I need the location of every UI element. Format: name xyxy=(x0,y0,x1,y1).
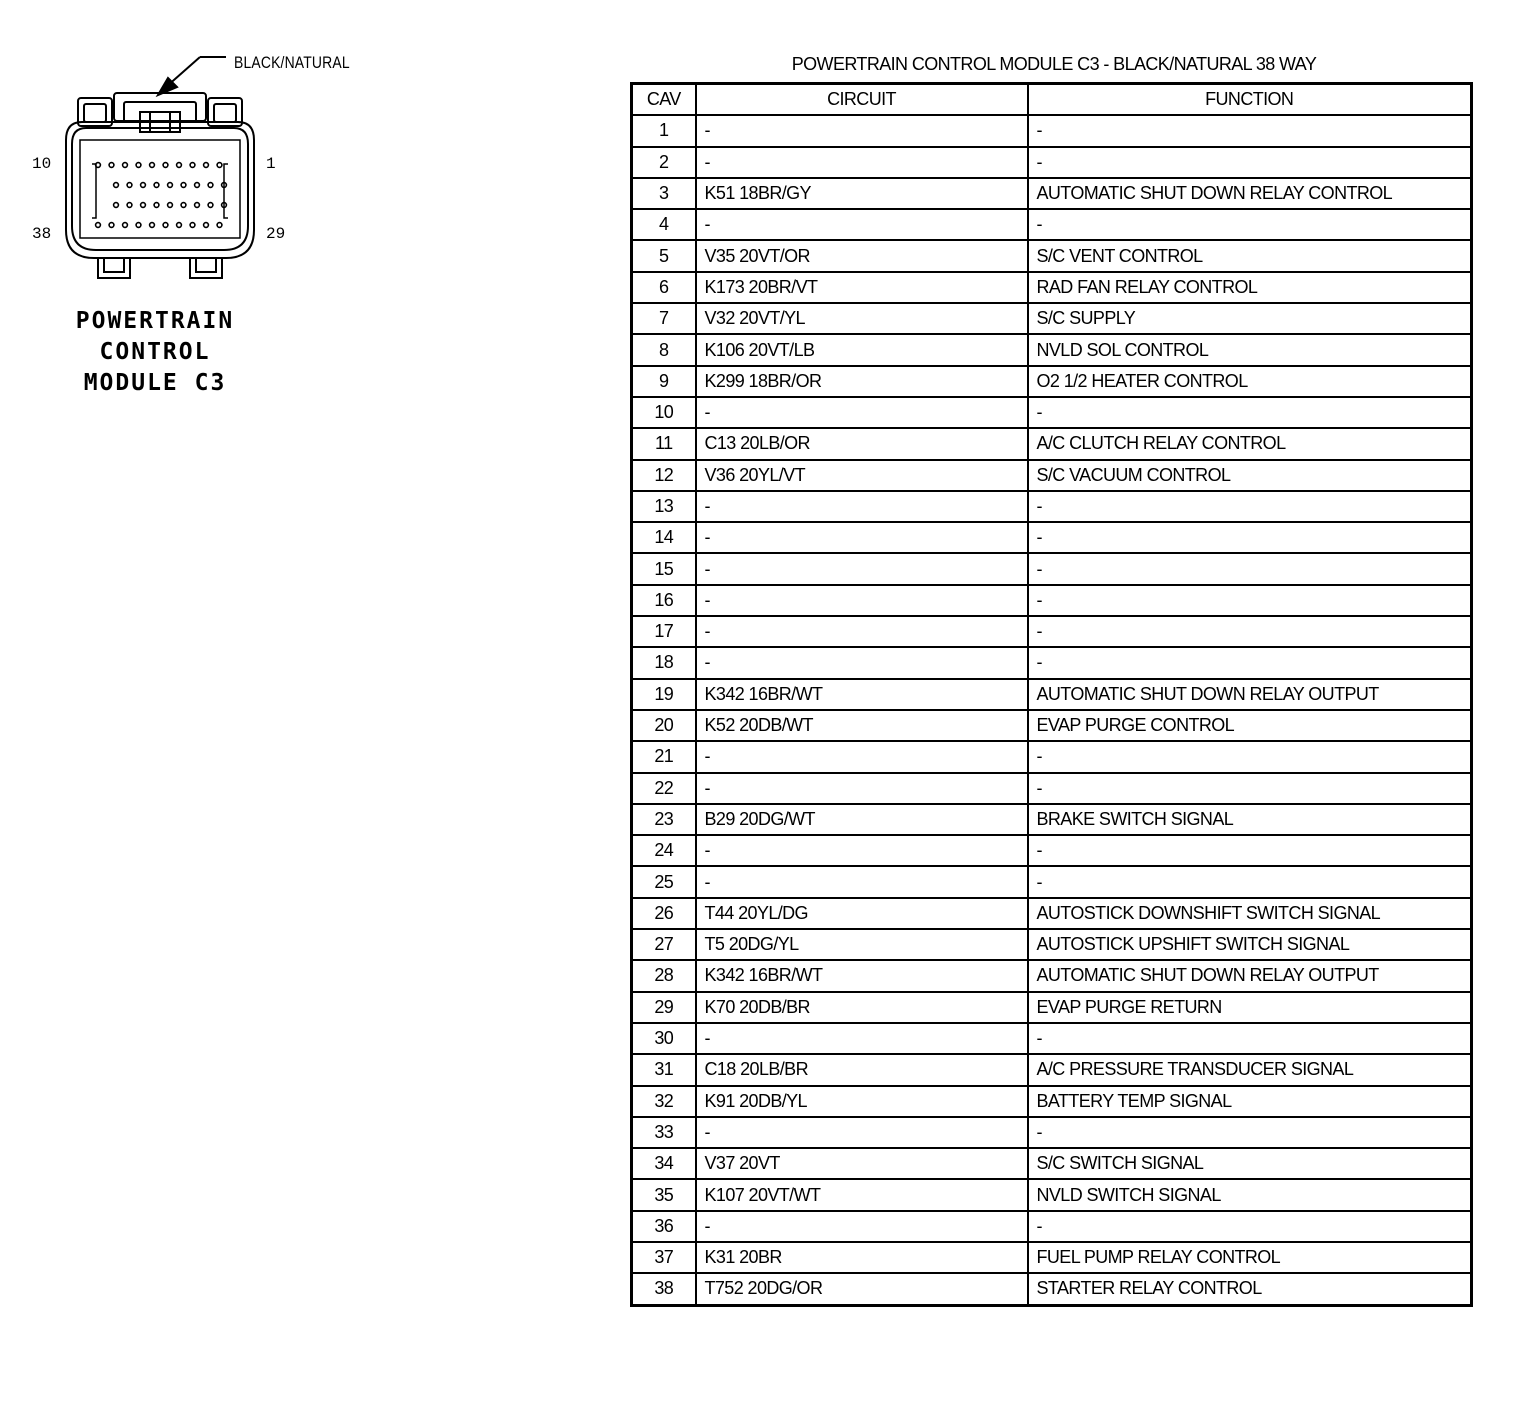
table-row xyxy=(632,679,1472,710)
cavity-dot xyxy=(217,223,222,228)
cav-cell: 5 xyxy=(632,240,696,271)
function-cell: - xyxy=(1028,741,1472,772)
function-cell: AUTOMATIC SHUT DOWN RELAY OUTPUT xyxy=(1028,679,1472,710)
circuit-cell: - xyxy=(696,491,1028,522)
table-row xyxy=(632,1054,1472,1085)
function-cell: - xyxy=(1028,491,1472,522)
table-row xyxy=(632,1148,1472,1179)
cav-cell: 33 xyxy=(632,1117,696,1148)
table-row xyxy=(632,115,1472,146)
table-row xyxy=(632,741,1472,772)
cav-cell: 27 xyxy=(632,929,696,960)
cavity-dot xyxy=(208,203,213,208)
table-row xyxy=(632,647,1472,678)
cav-cell: 32 xyxy=(632,1086,696,1117)
circuit-cell: - xyxy=(696,773,1028,804)
function-cell: AUTOMATIC SHUT DOWN RELAY CONTROL xyxy=(1028,178,1472,209)
connector-diagram xyxy=(20,40,380,396)
cavity-dot xyxy=(163,163,168,168)
pin-label-10: 10 xyxy=(32,155,52,173)
cav-cell: 13 xyxy=(632,491,696,522)
cav-cell: 10 xyxy=(632,397,696,428)
header-circuit: CIRCUIT xyxy=(696,84,1028,116)
table-row xyxy=(632,992,1472,1023)
function-cell: AUTOMATIC SHUT DOWN RELAY OUTPUT xyxy=(1028,960,1472,991)
cav-cell: 35 xyxy=(632,1179,696,1210)
cavity-dot xyxy=(141,203,146,208)
cavity-dot xyxy=(109,223,114,228)
function-cell: RAD FAN RELAY CONTROL xyxy=(1028,272,1472,303)
cavity-dot xyxy=(123,163,128,168)
cav-cell: 6 xyxy=(632,272,696,303)
function-cell: BRAKE SWITCH SIGNAL xyxy=(1028,804,1472,835)
cavity-dot xyxy=(114,203,119,208)
table-row xyxy=(632,272,1472,303)
circuit-cell: - xyxy=(696,209,1028,240)
cav-cell: 23 xyxy=(632,804,696,835)
function-cell: - xyxy=(1028,585,1472,616)
table-row xyxy=(632,929,1472,960)
function-cell: - xyxy=(1028,835,1472,866)
table-row xyxy=(632,1179,1472,1210)
circuit-cell: - xyxy=(696,585,1028,616)
cavity-dot xyxy=(190,163,195,168)
table-row xyxy=(632,1023,1472,1054)
circuit-cell: K107 20VT/WT xyxy=(696,1179,1028,1210)
function-cell: O2 1/2 HEATER CONTROL xyxy=(1028,366,1472,397)
table-row xyxy=(632,710,1472,741)
cav-cell: 22 xyxy=(632,773,696,804)
cavity-dot xyxy=(96,163,101,168)
cavity-dot xyxy=(208,183,213,188)
table-row xyxy=(632,898,1472,929)
cavity-dot xyxy=(181,183,186,188)
function-cell: A/C PRESSURE TRANSDUCER SIGNAL xyxy=(1028,1054,1472,1085)
cavity-dot xyxy=(195,203,200,208)
cavity-dot xyxy=(114,183,119,188)
circuit-cell: - xyxy=(696,115,1028,146)
table-row xyxy=(632,1211,1472,1242)
cav-cell: 19 xyxy=(632,679,696,710)
function-cell: - xyxy=(1028,773,1472,804)
function-cell: - xyxy=(1028,1211,1472,1242)
circuit-cell: C18 20LB/BR xyxy=(696,1054,1028,1085)
cavity-dot xyxy=(181,203,186,208)
cavity-dot xyxy=(141,183,146,188)
circuit-cell: K299 18BR/OR xyxy=(696,366,1028,397)
circuit-cell: - xyxy=(696,1211,1028,1242)
module-name-line-3: MODULE C3 xyxy=(83,370,227,396)
table-row xyxy=(632,428,1472,459)
circuit-cell: - xyxy=(696,741,1028,772)
cav-cell: 38 xyxy=(632,1273,696,1305)
pin-label-38: 38 xyxy=(32,225,52,243)
function-cell: - xyxy=(1028,397,1472,428)
circuit-cell: - xyxy=(696,647,1028,678)
table-row xyxy=(632,1273,1472,1305)
cav-cell: 17 xyxy=(632,616,696,647)
function-cell: S/C VACUUM CONTROL xyxy=(1028,460,1472,491)
cav-cell: 21 xyxy=(632,741,696,772)
cavity-dot xyxy=(136,163,141,168)
function-cell: - xyxy=(1028,1117,1472,1148)
cav-cell: 16 xyxy=(632,585,696,616)
cav-cell: 12 xyxy=(632,460,696,491)
cav-cell: 4 xyxy=(632,209,696,240)
circuit-cell: - xyxy=(696,866,1028,897)
pin-label-29: 29 xyxy=(266,225,286,243)
circuit-cell: - xyxy=(696,616,1028,647)
circuit-cell: V37 20VT xyxy=(696,1148,1028,1179)
function-cell: FUEL PUMP RELAY CONTROL xyxy=(1028,1242,1472,1273)
cav-cell: 11 xyxy=(632,428,696,459)
module-name xyxy=(45,306,265,399)
circuit-cell: K91 20DB/YL xyxy=(696,1086,1028,1117)
cavity-dot xyxy=(177,223,182,228)
circuit-cell: T5 20DG/YL xyxy=(696,929,1028,960)
cavity-dot xyxy=(109,163,114,168)
circuit-cell: C13 20LB/OR xyxy=(696,428,1028,459)
cav-cell: 20 xyxy=(632,710,696,741)
function-cell: S/C SWITCH SIGNAL xyxy=(1028,1148,1472,1179)
function-cell: - xyxy=(1028,553,1472,584)
table-row xyxy=(632,334,1472,365)
circuit-cell: V35 20VT/OR xyxy=(696,240,1028,271)
function-cell: NVLD SOL CONTROL xyxy=(1028,334,1472,365)
cav-cell: 1 xyxy=(632,115,696,146)
cavity-dot xyxy=(168,203,173,208)
circuit-cell: K106 20VT/LB xyxy=(696,334,1028,365)
cavity-dot xyxy=(168,183,173,188)
function-cell: - xyxy=(1028,1023,1472,1054)
pinout-body xyxy=(632,115,1472,1305)
circuit-cell: K342 16BR/WT xyxy=(696,960,1028,991)
cav-cell: 31 xyxy=(632,1054,696,1085)
cav-cell: 37 xyxy=(632,1242,696,1273)
cav-cell: 30 xyxy=(632,1023,696,1054)
pin-label-1: 1 xyxy=(266,155,276,173)
cav-cell: 8 xyxy=(632,334,696,365)
cavity-dot xyxy=(163,223,168,228)
cav-cell: 7 xyxy=(632,303,696,334)
cavity-dot xyxy=(154,203,159,208)
cavity-dot xyxy=(127,183,132,188)
table-row xyxy=(632,397,1472,428)
table-row xyxy=(632,553,1472,584)
function-cell: A/C CLUTCH RELAY CONTROL xyxy=(1028,428,1472,459)
cavity-dot xyxy=(177,163,182,168)
table-row xyxy=(632,366,1472,397)
table-row xyxy=(632,866,1472,897)
function-cell: STARTER RELAY CONTROL xyxy=(1028,1273,1472,1305)
table-row xyxy=(632,1242,1472,1273)
cav-cell: 2 xyxy=(632,147,696,178)
circuit-cell: K70 20DB/BR xyxy=(696,992,1028,1023)
circuit-cell: K52 20DB/WT xyxy=(696,710,1028,741)
cav-cell: 26 xyxy=(632,898,696,929)
header-function: FUNCTION xyxy=(1028,84,1472,116)
cavity-dot xyxy=(150,223,155,228)
module-name-line-1: POWERTRAIN xyxy=(75,308,235,334)
pinout-table xyxy=(630,82,1473,1307)
table-row xyxy=(632,147,1472,178)
cavity-dot xyxy=(136,223,141,228)
function-cell: - xyxy=(1028,616,1472,647)
circuit-cell: - xyxy=(696,147,1028,178)
connector-color-label: BLACK/NATURAL xyxy=(234,53,350,72)
cavity-dot xyxy=(190,223,195,228)
function-cell: NVLD SWITCH SIGNAL xyxy=(1028,1179,1472,1210)
function-cell: EVAP PURGE CONTROL xyxy=(1028,710,1472,741)
table-row xyxy=(632,773,1472,804)
table-row xyxy=(632,240,1472,271)
table-title: POWERTRAIN CONTROL MODULE C3 - BLACK/NATURAL 38 WAY xyxy=(791,54,1317,74)
circuit-cell: T752 20DG/OR xyxy=(696,1273,1028,1305)
circuit-cell: - xyxy=(696,1023,1028,1054)
table-row xyxy=(632,616,1472,647)
table-row xyxy=(632,178,1472,209)
circuit-cell: - xyxy=(696,835,1028,866)
cav-cell: 28 xyxy=(632,960,696,991)
cav-cell: 34 xyxy=(632,1148,696,1179)
cav-cell: 24 xyxy=(632,835,696,866)
cav-cell: 9 xyxy=(632,366,696,397)
table-row xyxy=(632,835,1472,866)
module-name-line-2: CONTROL xyxy=(99,339,211,365)
cavity-dot xyxy=(123,223,128,228)
cavity-dot xyxy=(154,183,159,188)
circuit-cell: V32 20VT/YL xyxy=(696,303,1028,334)
circuit-cell: K342 16BR/WT xyxy=(696,679,1028,710)
table-row xyxy=(632,303,1472,334)
cavity-dot xyxy=(204,223,209,228)
function-cell: S/C VENT CONTROL xyxy=(1028,240,1472,271)
cav-cell: 3 xyxy=(632,178,696,209)
function-cell: S/C SUPPLY xyxy=(1028,303,1472,334)
cav-cell: 14 xyxy=(632,522,696,553)
cav-cell: 15 xyxy=(632,553,696,584)
circuit-cell: V36 20YL/VT xyxy=(696,460,1028,491)
function-cell: - xyxy=(1028,115,1472,146)
circuit-cell: K31 20BR xyxy=(696,1242,1028,1273)
cav-cell: 18 xyxy=(632,647,696,678)
circuit-cell: - xyxy=(696,397,1028,428)
cavity-dot xyxy=(217,163,222,168)
connector-outline xyxy=(20,40,380,290)
function-cell: - xyxy=(1028,522,1472,553)
function-cell: - xyxy=(1028,866,1472,897)
table-row xyxy=(632,1086,1472,1117)
circuit-cell: - xyxy=(696,1117,1028,1148)
table-row xyxy=(632,209,1472,240)
circuit-cell: B29 20DG/WT xyxy=(696,804,1028,835)
function-cell: - xyxy=(1028,647,1472,678)
cav-cell: 29 xyxy=(632,992,696,1023)
circuit-cell: K51 18BR/GY xyxy=(696,178,1028,209)
cavity-dot xyxy=(96,223,101,228)
circuit-cell: - xyxy=(696,522,1028,553)
header-cav: CAV xyxy=(632,84,696,116)
cavity-dot xyxy=(127,203,132,208)
function-cell: AUTOSTICK UPSHIFT SWITCH SIGNAL xyxy=(1028,929,1472,960)
table-row xyxy=(632,804,1472,835)
function-cell: AUTOSTICK DOWNSHIFT SWITCH SIGNAL xyxy=(1028,898,1472,929)
cavity-dot xyxy=(204,163,209,168)
circuit-cell: T44 20YL/DG xyxy=(696,898,1028,929)
table-row xyxy=(632,960,1472,991)
function-cell: - xyxy=(1028,209,1472,240)
function-cell: - xyxy=(1028,147,1472,178)
function-cell: BATTERY TEMP SIGNAL xyxy=(1028,1086,1472,1117)
circuit-cell: K173 20BR/VT xyxy=(696,272,1028,303)
circuit-cell: - xyxy=(696,553,1028,584)
cavity-dot xyxy=(195,183,200,188)
function-cell: EVAP PURGE RETURN xyxy=(1028,992,1472,1023)
cavity-dot xyxy=(150,163,155,168)
cav-cell: 25 xyxy=(632,866,696,897)
cav-cell: 36 xyxy=(632,1211,696,1242)
table-row xyxy=(632,1117,1472,1148)
table-row xyxy=(632,491,1472,522)
table-header-row xyxy=(632,84,1472,116)
table-row xyxy=(632,460,1472,491)
table-row xyxy=(632,522,1472,553)
table-row xyxy=(632,585,1472,616)
